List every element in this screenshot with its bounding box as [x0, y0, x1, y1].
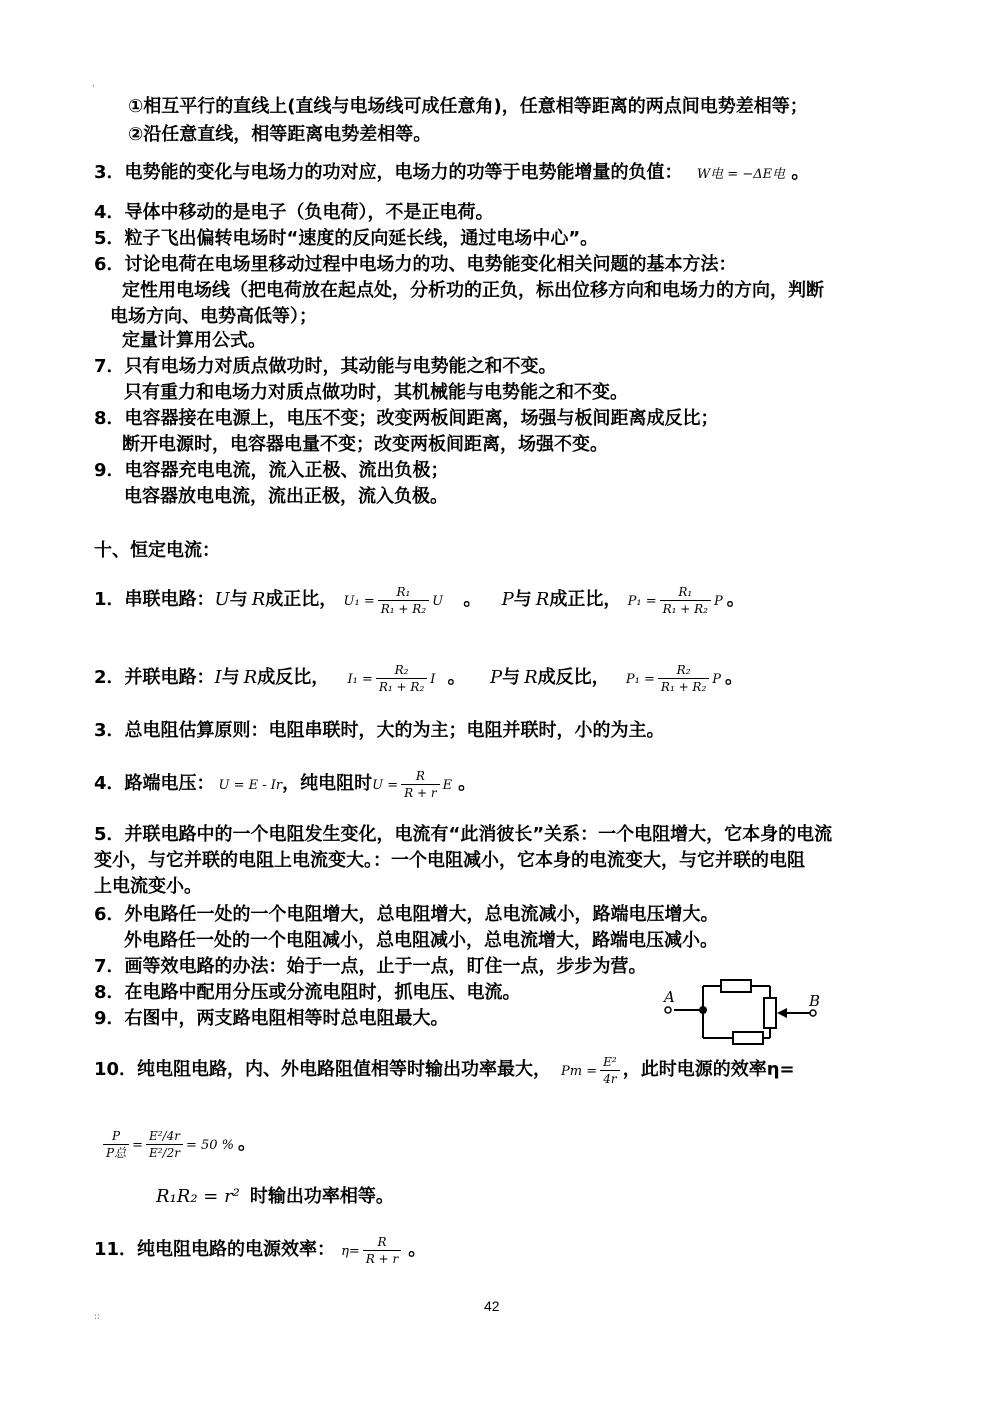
u-fraction — [401, 768, 439, 801]
eta-fraction — [363, 1234, 401, 1267]
source-eff-prefix: 11．纯电阻电路的电源效率： — [94, 1239, 336, 1260]
line-8a: 断开电源时，电容器电量不变；改变两板间距离，场强不变。 — [122, 434, 608, 455]
var-i: I — [214, 667, 222, 688]
circuit-diagram — [660, 976, 830, 1052]
line-1: ①相互平行的直线上(直线与电场线可成任意角)，任意相等距离的两点间电势差相等； — [128, 96, 808, 117]
word-inverse: 成反比， — [257, 667, 330, 688]
line-6c: 定量计算用公式。 — [122, 330, 266, 351]
corner-mark-top: ' — [92, 84, 95, 94]
line-s5c: 上电流变小。 — [94, 876, 202, 897]
max-power-line — [94, 1048, 795, 1094]
equal-power-condition: R₁R₂ = r² — [156, 1186, 240, 1207]
eff-value: = 50 % — [185, 1138, 235, 1153]
pm-fraction — [600, 1054, 620, 1087]
circuit-label-a: A — [664, 988, 675, 1006]
series-circuit-line — [94, 578, 745, 624]
p1b-fraction — [658, 662, 709, 695]
u1-fraction — [378, 584, 429, 617]
corner-mark-bottom: :: — [94, 1312, 101, 1322]
word-yu-2: 与 — [513, 589, 532, 610]
eta-dot: 。 — [408, 1239, 427, 1260]
p1-tail: P — [713, 594, 723, 609]
efficiency-fraction — [103, 1128, 129, 1161]
line-7a: 只有重力和电场力对质点做功时，其机械能与电势能之和不变。 — [124, 382, 628, 403]
var-p: P — [501, 589, 514, 610]
eff-numerator: P — [112, 1128, 121, 1143]
p1b-dot: 。 — [725, 667, 744, 688]
efficiency-line: $\frac{P}{\text{P总}}$ = $\frac{\text{E²/4r}}{\text{E²/2r}}$ = 50 % 。 — [100, 1120, 256, 1170]
line-2: ②沿任意直线，相等距离电势差相等。 — [128, 124, 432, 145]
terminal-formula: U = E - Ir — [218, 778, 283, 793]
u1-lhs: U₁ = — [343, 594, 375, 609]
p1-lhs: P₁ = — [627, 594, 657, 609]
terminal-voltage-line — [94, 762, 476, 808]
eta-denominator: R + r — [363, 1250, 401, 1267]
equal-power-tail: 时输出功率相等。 — [249, 1186, 394, 1207]
line-9a: 电容器放电电流，流出正极，流入负极。 — [124, 486, 448, 507]
line-6b: 电场方向、电势高低等）； — [110, 306, 317, 327]
u1-tail: U — [432, 594, 444, 609]
eff-denominator: P总 — [103, 1144, 129, 1161]
line-9: 9．电容器充电电流，流入正极、流出负极； — [94, 460, 449, 481]
p1-dot: 。 — [726, 589, 745, 610]
eff-dot: 。 — [238, 1133, 257, 1154]
pm-lhs: Pm = — [561, 1064, 598, 1079]
line-s5b: 变小，与它并联的电阻上电流变大。：一个电阻减小，它本身的电流变大，与它并联的电阻 — [94, 850, 805, 871]
i1-denominator: R₁ + R₂ — [376, 678, 427, 695]
section-heading: 十、恒定电流： — [94, 540, 220, 561]
p1b-numerator: R₂ — [676, 662, 691, 677]
line-s8: 8．在电路中配用分压或分流电阻时，抓电压、电流。 — [94, 982, 521, 1003]
parallel-circuit-line — [94, 656, 743, 702]
pm-denominator: 4r — [600, 1070, 620, 1087]
var-p-2: P — [489, 667, 503, 688]
line-5: 5．粒子飞出偏转电场时“速度的反向延长线，通过电场中心”。 — [94, 228, 599, 249]
word-proportional: 成正比， — [265, 589, 338, 610]
max-power-prefix: 10．纯电阻电路，内、外电路阻值相等时输出功率最大， — [94, 1059, 552, 1080]
var-r: R — [251, 589, 266, 610]
parallel-prefix: 2．并联电路： — [94, 667, 215, 688]
eff-denominator-2: E²/2r — [146, 1144, 183, 1161]
line-s7: 7．画等效电路的办法：始于一点，止于一点，盯住一点，步步为营。 — [94, 956, 647, 977]
pm-numerator: E² — [603, 1054, 617, 1069]
u-numerator: R — [415, 768, 425, 783]
u1-numerator: R₁ — [396, 584, 411, 599]
p1-denominator: R₁ + R₂ — [660, 600, 711, 617]
p1-numerator: R₁ — [678, 584, 693, 599]
eta-lhs: η= — [341, 1244, 360, 1259]
source-efficiency-line — [94, 1228, 426, 1274]
word-proportional-2: 成正比， — [549, 589, 622, 610]
var-r-4: R — [524, 667, 538, 688]
u-lhs: U = — [372, 778, 399, 793]
word-inverse-2: 成反比， — [537, 667, 610, 688]
line-s6a: 外电路任一处的一个电阻减小，总电阻减小，总电流增大，路端电压减小。 — [124, 930, 718, 951]
terminal-prefix: 4．路端电压： — [94, 773, 215, 794]
efficiency-fraction-2 — [146, 1128, 183, 1161]
i1-tail: I — [430, 672, 436, 687]
i1-numerator: R₂ — [394, 662, 409, 677]
series-prefix: 1．串联电路： — [94, 589, 215, 610]
word-yu-4: 与 — [502, 667, 521, 688]
line-3 — [94, 162, 809, 186]
u1-dot: 。 — [463, 589, 482, 610]
p1b-lhs: P₁ = — [625, 672, 655, 687]
line-s3: 3．总电阻估算原则：电阻串联时，大的为主；电阻并联时，小的为主。 — [94, 720, 665, 741]
line-6a: 定性用电场线（把电荷放在起点处，分析功的正负，标出位移方向和电场力的方向，判断 — [122, 280, 824, 301]
p1b-tail: P — [712, 672, 722, 687]
eff-numerator-2: E²/4r — [148, 1128, 180, 1143]
work-energy-formula: W电 = −ΔE电 — [696, 167, 786, 182]
var-r-2: R — [535, 589, 550, 610]
equal-power-line — [156, 1186, 394, 1208]
var-r-3: R — [243, 667, 258, 688]
u-dot: 。 — [458, 773, 477, 794]
var-u: U — [214, 589, 230, 610]
i1-fraction — [376, 662, 427, 695]
p1-fraction — [660, 584, 711, 617]
i1-lhs: I₁ = — [347, 672, 373, 687]
u-denominator: R + r — [401, 784, 439, 801]
line-3-end: 。 — [791, 162, 810, 183]
p1b-denominator: R₁ + R₂ — [658, 678, 709, 695]
line-7: 7．只有电场力对质点做功时，其动能与电势能之和不变。 — [94, 356, 557, 377]
terminal-mid: ，纯电阻时 — [282, 773, 373, 794]
line-s9: 9．右图中，两支路电阻相等时总电阻最大。 — [94, 1008, 449, 1029]
i1-dot: 。 — [447, 667, 466, 688]
line-8: 8．电容器接在电源上，电压不变；改变两板间距离，场强与板间距离成反比； — [94, 408, 719, 429]
circuit-label-b: B — [809, 992, 821, 1010]
word-yu-3: 与 — [221, 667, 240, 688]
line-4: 4．导体中移动的是电子（负电荷），不是正电荷。 — [94, 202, 494, 223]
line-6: 6．讨论电荷在电场里移动过程中电场力的功、电势能变化相关问题的基本方法： — [94, 254, 737, 275]
line-3-text: 3．电势能的变化与电场力的功对应，电场力的功等于电势能增量的负值： — [94, 162, 683, 183]
max-power-tail: ，此时电源的效率η= — [622, 1059, 795, 1080]
line-s6: 6．外电路任一处的一个电阻增大，总电阻增大，总电流减小，路端电压增大。 — [94, 904, 719, 925]
u-tail: E — [442, 778, 453, 793]
u1-denominator: R₁ + R₂ — [378, 600, 429, 617]
word-yu: 与 — [229, 589, 248, 610]
line-s5a: 5．并联电路中的一个电阻发生变化，电流有“此消彼长”关系：一个电阻增大，它本身的电流 — [94, 824, 833, 845]
eta-numerator: R — [377, 1234, 387, 1249]
page-number: 42 — [484, 1298, 500, 1314]
